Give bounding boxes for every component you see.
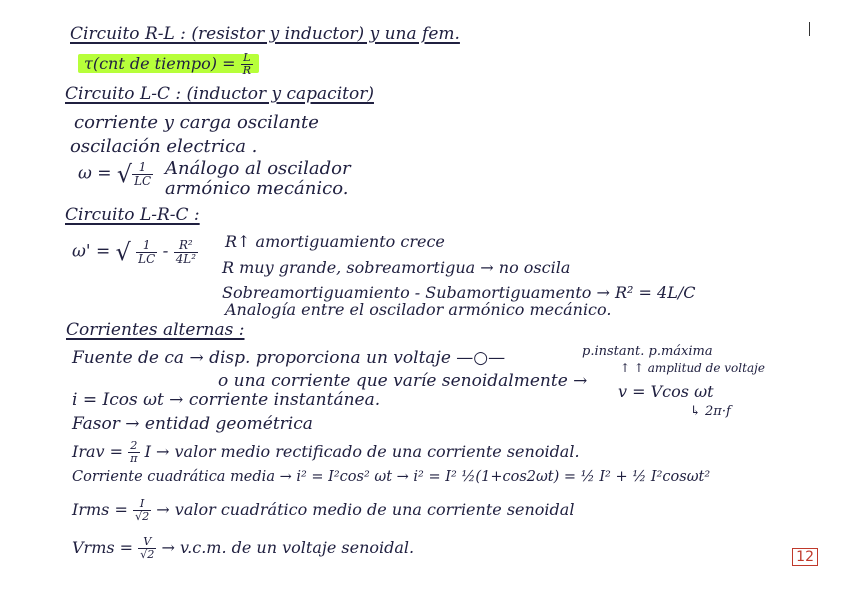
page-number: 12 [792, 548, 818, 566]
heading-corrientes-alternas: Corrientes alternas : [66, 320, 245, 340]
note-line: i = Icos ωt → corriente instantánea. [72, 390, 381, 410]
annotation: ↳ 2π·f [690, 404, 731, 419]
heading-circuito-rl: Circuito R-L : (resistor y inductor) y una fem. [70, 24, 460, 44]
time-constant-formula [78, 52, 259, 77]
omega-prime-formula: ω' = √ $\frac{1}{LC}$ - $\frac{\text{R²}}{\text{4L²}}$ [72, 238, 196, 266]
annotation: p.instant. p.máxima [582, 344, 713, 359]
note-line: oscilación electrica . [70, 136, 258, 157]
pen-mark [809, 22, 810, 36]
highlighted-formula: τ(cnt de tiempo) = $\frac{L}{R}$ [78, 54, 259, 73]
note-line: Analogía entre el oscilador armónico mecánico. [225, 300, 612, 319]
irav-formula: Irav = $\frac{2}{\pi}$ I → valor medio rectificado de una corriente senoidal. [72, 439, 580, 465]
note-line: Fasor → entidad geométrica [72, 414, 313, 434]
irms-formula: Irms = $\frac{I}{√2}$ → valor cuadrático medio de una corriente senoidal [72, 497, 575, 523]
vrms-formula: Vrms = $\frac{V}{√2}$ → v.c.m. de un voltaje senoidal. [72, 535, 415, 561]
annotation: ↑ ↑ amplitud de voltaje [620, 361, 765, 375]
note-line: Análogo al oscilador [165, 158, 351, 179]
annotation: v = Vcos ωt [618, 382, 714, 401]
note-line: Corriente cuadrática media → i² = I²cos² ωt → i² = I² ½(1+cos2ωt) = ½ I² + ½ I²cosωt² [72, 469, 711, 485]
note-line: R↑ amortiguamiento crece [225, 232, 445, 251]
note-line: armónico mecánico. [165, 178, 349, 199]
omega-formula: ω = √ $\frac{1}{LC}$ [78, 160, 152, 188]
note-line: corriente y carga oscilante [74, 112, 319, 133]
note-line: o una corriente que varíe senoidalmente → [218, 371, 588, 391]
note-line: Sobreamortiguamiento - Subamortiguamento → R² = 4L/C [222, 283, 696, 302]
heading-circuito-lrc: Circuito L-R-C : [65, 205, 200, 225]
heading-circuito-lc: Circuito L-C : (inductor y capacitor) [65, 84, 374, 104]
note-line: R muy grande, sobreamortigua → no oscila [222, 258, 571, 277]
note-line: Fuente de ca → disp. proporciona un voltaje —○— [72, 348, 506, 368]
